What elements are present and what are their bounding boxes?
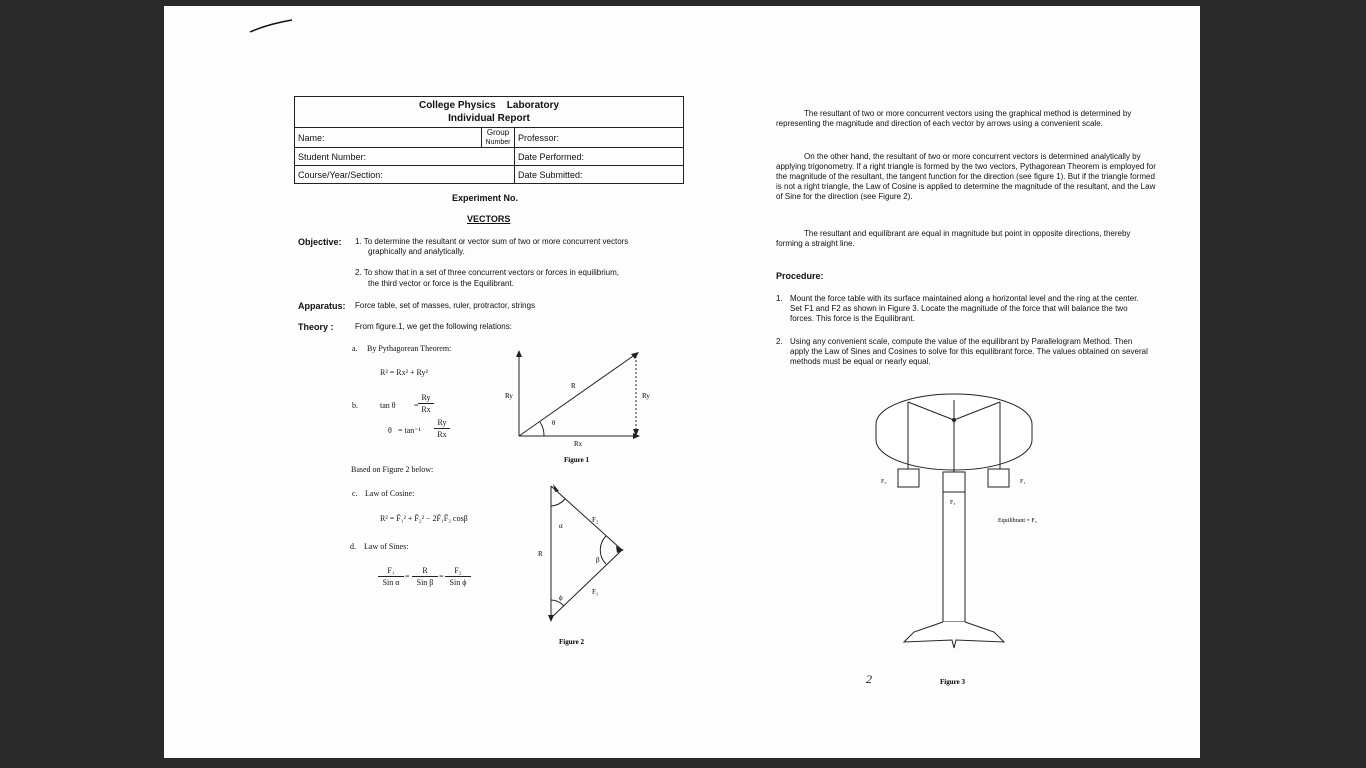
student-number-field[interactable]: Student Number: (295, 148, 515, 166)
theory-c-text: Law of Cosine: (365, 489, 415, 498)
theory-intro: From figure.1, we get the following relations: (355, 322, 512, 331)
sines-den-2: Sin β (416, 578, 434, 587)
fig3-label-F2: F₂ (881, 479, 887, 485)
sines-num-2: R (412, 566, 438, 577)
pen-mark-decoration (248, 16, 298, 36)
fig1-label-R: R (571, 382, 576, 390)
course-title: College Physics (418, 100, 496, 111)
fraction-denominator: Rx (421, 405, 431, 414)
objective-2-line1: 2. To show that in a set of three concurrent vectors or forces in equilibrium, (355, 268, 619, 277)
theory-label: Theory : (298, 322, 334, 332)
theory-b-label: b. (352, 401, 358, 410)
date-performed-field[interactable]: Date Performed: (515, 148, 684, 166)
name-field[interactable]: Name: (295, 128, 482, 148)
pythagorean-formula: R² = Rx² + Ry² (380, 368, 428, 377)
fig2-label-R: R (538, 550, 543, 558)
law-of-cosine-formula: R² = F̄₁² + F̄₂² − 2F̄₁F̄₂ cosβ (380, 514, 468, 523)
equals-sign: = (414, 401, 419, 410)
tan-theta: tan θ (380, 401, 396, 410)
experiment-title: VECTORS (467, 214, 511, 224)
fig3-label-F1: F₁ (1020, 479, 1026, 485)
report-title: Individual Report (448, 113, 530, 124)
figure-1-caption: Figure 1 (564, 456, 589, 464)
objective-1-line2: graphically and analytically. (368, 247, 465, 256)
sines-eq-2: = (439, 572, 444, 581)
theory-a-text: By Pythagorean Theorem: (367, 344, 452, 353)
paragraph-analytical-method: On the other hand, the resultant of two or more concurrent vectors is determined analytically by applying trigonometry. If a right triangle is formed by the two vectors, Pythagorean Theorem is employed for the magnitude of the resultant, the tangent function for the direction (see figure 1). But if the triangle formed is not a right triangle, the Law of Cosine is applied to determine the magnitude of the resultant, and the Law of Sine for the direction (see Figure 2). (776, 152, 1156, 201)
procedure-step-1: Mount the force table with its surface maintained along a horizontal level and the ring at the center. Set F1 and F2 as shown in Figure 3. Locate the magnitude of the force that will balance the two forces. This force is the Equilibrant. (790, 294, 1139, 323)
page-number: 2 (866, 672, 872, 686)
fig2-label-beta: β (596, 556, 600, 564)
fig3-label-F3: F₃ (950, 500, 956, 506)
professor-field[interactable]: Professor: (515, 128, 684, 148)
fraction-numerator: Ry (418, 393, 434, 404)
sines-den-1: Sin α (382, 578, 400, 587)
lab-title: Laboratory (506, 100, 560, 111)
fig2-label-alpha: α (559, 522, 563, 530)
figure-2-caption: Figure 2 (559, 638, 584, 646)
objective-2-line2: the third vector or force is the Equilibrant. (368, 279, 514, 288)
theory-c-label: c. (352, 489, 358, 498)
fig2-label-F1: F₁ (592, 588, 599, 596)
report-header-table (294, 96, 684, 184)
fig1-label-Ry-right: Ry (642, 392, 650, 400)
fig1-label-Ry-left: Ry (505, 392, 513, 400)
objective-label: Objective: (298, 237, 342, 247)
objective-1-line1: 1. To determine the resultant or vector sum of two or more concurrent vectors (355, 237, 629, 246)
paragraph-equilibrant: The resultant and equilibrant are equal in magnitude but point in opposite directions, thereby forming a straight line. (776, 229, 1131, 248)
step-1-number: 1. (776, 294, 783, 303)
equilibrant-label: Equilibrant = F₃ (998, 518, 1037, 524)
document-page (164, 6, 1200, 758)
procedure-step-2: Using any convenient scale, compute the value of the equilibrant by Parallelogram Method. Then apply the Law of Sines and Cosines to solve for this equilibrant force. The values obtained on several methods must be equal or nearly equal. (790, 337, 1148, 366)
paragraph-graphical-method: The resultant of two or more concurrent vectors using the graphical method is determined by representing the magnitude and direction of each vector by arrows using a convenient scale. (776, 109, 1132, 128)
group-number-field[interactable]: Group Number (482, 128, 515, 148)
fraction-numerator-2: Ry (434, 418, 450, 429)
arctan: = tan⁻¹ (398, 426, 421, 435)
sines-num-1: F₁ (378, 566, 404, 577)
figure-2-diagram (534, 478, 634, 648)
apparatus-text: Force table, set of masses, ruler, protractor, strings (355, 301, 536, 310)
fig2-label-phi: ϕ (559, 594, 563, 602)
date-submitted-field[interactable]: Date Submitted: (515, 166, 684, 184)
theta-symbol: θ (388, 426, 392, 435)
figure-1-diagram (494, 346, 654, 471)
fraction-denominator-2: Rx (437, 430, 447, 439)
figure-3-force-table (864, 384, 1094, 689)
fig1-label-Rx: Rx (574, 440, 583, 448)
experiment-number: Experiment No. (452, 193, 519, 203)
sines-num-3: F₂ (445, 566, 471, 577)
fig1-label-theta: θ (552, 419, 556, 427)
theory-d-label: d. (350, 542, 356, 551)
fig2-label-F2: F₂ (592, 516, 599, 524)
sines-den-3: Sin ϕ (449, 578, 467, 587)
figure-3-caption: Figure 3 (940, 678, 965, 686)
sines-eq-1: = (405, 572, 410, 581)
procedure-label: Procedure: (776, 271, 824, 281)
theory-a-label: a. (352, 344, 358, 353)
course-section-field[interactable]: Course/Year/Section: (295, 166, 515, 184)
theory-d-text: Law of Sines: (364, 542, 409, 551)
step-2-number: 2. (776, 337, 783, 346)
based-on-figure2: Based on Figure 2 below: (351, 465, 434, 474)
apparatus-label: Apparatus: (298, 301, 346, 311)
